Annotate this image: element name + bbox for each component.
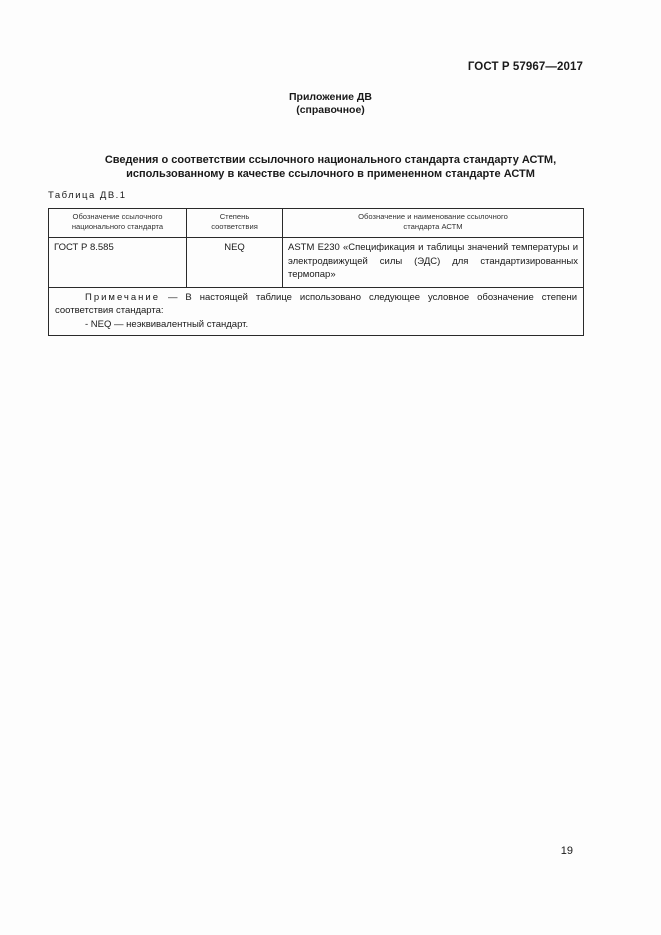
appendix-title: Приложение ДВ (289, 91, 372, 103)
page-number: 19 (560, 845, 573, 857)
table-caption: Таблица ДВ.1 (48, 190, 127, 201)
table-row (49, 238, 584, 288)
section-title (48, 153, 613, 181)
correspondence-table-wrapper (48, 208, 583, 336)
table-header-row (49, 209, 584, 238)
section-title-line-2: использованному в качестве ссылочного в примененном стандарте АСТМ (126, 168, 535, 180)
table-note-row (49, 287, 584, 336)
cell-national-standard: ГОСТ Р 8.585 (49, 238, 187, 288)
table-note (49, 287, 584, 336)
header-astm-standard: Обозначение и наименование ссылочного стандарта АСТМ (283, 209, 584, 238)
cell-astm-standard: ASTM E230 «Спецификация и таблицы значений температуры и электродвижущей силы (ЭДС) для стандартизированных термопар» (283, 238, 584, 288)
correspondence-table (48, 208, 584, 336)
appendix-heading (0, 91, 661, 117)
header-national-standard: Обозначение ссылочного национального стандарта (49, 209, 187, 238)
note-text: — В настоящей таблице использовано следующее условное обозначение степени соответствия стандарта: (55, 291, 577, 316)
header-degree: Степень соответствия (187, 209, 283, 238)
appendix-subtitle: (справочное) (296, 104, 365, 116)
section-title-line-1: Сведения о соответствии ссылочного национального стандарта стандарту АСТМ, (104, 154, 557, 166)
document-code: ГОСТ Р 57967—2017 (467, 61, 583, 73)
note-item: - NEQ — неэквивалентный стандарт. (85, 318, 249, 330)
cell-degree: NEQ (187, 238, 283, 288)
note-prefix: Примечание (85, 291, 160, 303)
